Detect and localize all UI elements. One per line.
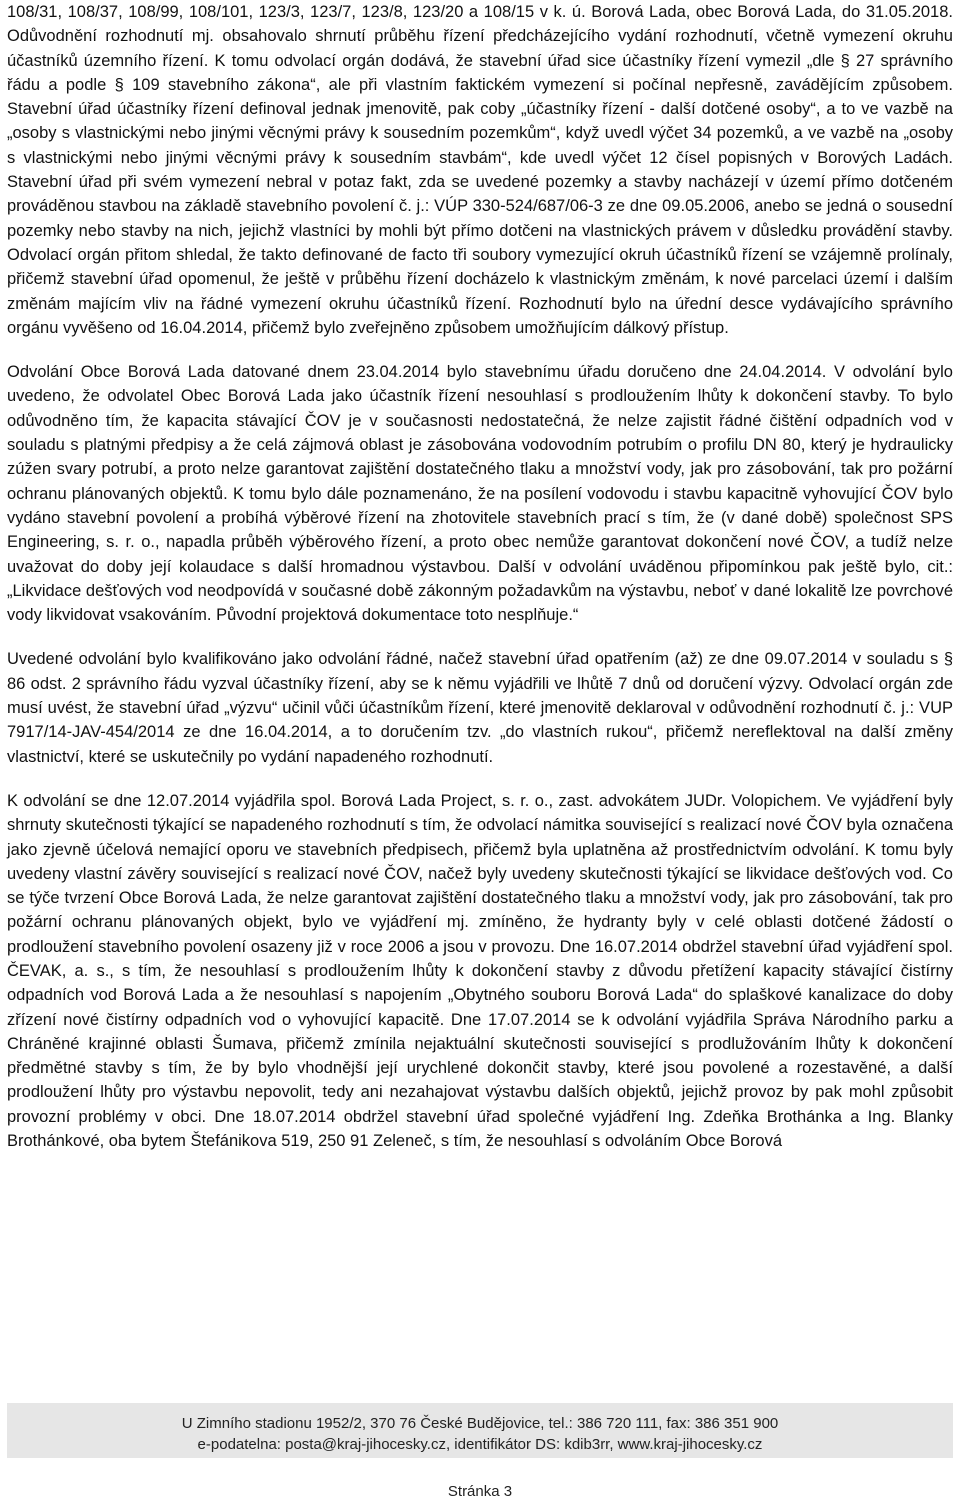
page-footer (7, 1403, 953, 1458)
paragraph-4: K odvolání se dne 12.07.2014 vyjádřila spol. Borová Lada Project, s. r. o., zast. advokátem JUDr. Volopichem. Ve vyjádření byly shrnuty skutečnosti týkající se napadeného rozhodnutí s tím, že odvolací námitka související s realizací nové ČOV byla označena jako zjevně účelová nemající oporu ve stavebních předpisech, přičemž byla uplatněna až prostřednictvím odvolání. K tomu byly uvedeny vlastní závěry související s realizací nové ČOV, načež byly uvedeny skutečnosti týkající se likvidace dešťových vod. Co se týče tvrzení Obce Borová Lada, že nelze garantovat zajištění dostatečného tlaku a množství vody, jak pro zásobování, tak pro požární ochranu plánovaných objekt, bylo ve vyjádření mj. zmíněno, že hydranty byly v celé oblasti dotčené žádostí o prodloužení stavebního povolení osazeny již v roce 2006 a jsou v provozu. Dne 16.07.2014 obdržel stavební úřad vyjádření spol. ČEVAK, a. s., s tím, že nesouhlasí s prodloužením lhůty k dokončení stavby z důvodu přetížení kapacity stávající čistírny odpadních vod Borová Lada a že nesouhlasí s napojením „Obytného souboru Borová Lada“ do splaškové kanalizace do doby zřízení nové čistírny odpadních vod o vyhovující kapacitě. Dne 17.07.2014 se k odvolání vyjádřila Správa Národního parku a Chráněné krajinné oblasti Šumava, přičemž zmínila nejaktuální skutečnosti související s prodlužováním lhůty k dokončení předmětné stavby s tím, že by bylo vhodnější její urychlené dokončit stavby, které jsou povolené a rozestavěné, a další prodloužení lhůty pro výstavbu nepovolit, tedy ani nezahajovat výstavbu dalších objektů, jejichž provoz by pak mohl způsobit provozní problémy v obci. Dne 18.07.2014 obdržel stavební úřad společné vyjádření Ing. Zdeňka Brothánka a Ing. Blanky Brothánkové, oba bytem Štefánikova 519, 250 91 Zeleneč, s tím, že nesouhlasí s odvoláním Obce Borová (7, 791, 953, 1151)
footer-address: U Zimního stadionu 1952/2, 370 76 České Budějovice, tel.: 386 720 111, fax: 386 351 900 (181, 1415, 779, 1432)
footer-contact: e-podatelna: posta@kraj-jihocesky.cz, identifikátor DS: kdib3rr, www.kraj-jihocesky.cz (197, 1436, 763, 1453)
paragraph-1: 108/31, 108/37, 108/99, 108/101, 123/3, 123/7, 123/8, 123/20 a 108/15 v k. ú. Borová Lada, obec Borová Lada, do 31.05.2018. Odůvodnění rozhodnutí mj. obsahovalo shrnutí průběhu řízení předcházejícího vydání rozhodnutí, včetně vymezení okruhu účastníků územního řízení. K tomu odvolací orgán dodává, že stavební úřad sice účastníky řízení vymezil „dle § 27 správního řádu a podle § 109 stavebního zákona“, ale při vlastním faktickém vymezení si počínal nepřesně, zavádějícím způsobem. Stavební úřad účastníky řízení definoval jednak jmenovitě, pak coby „účastníky řízení - další dotčené osoby“, a to ve vazbě na „osoby s vlastnickými nebo jinými věcnými právy k sousedním pozemkům“, když uvedl výčet 34 pozemků, a ve vazbě na „osoby s vlastnickými nebo jinými věcnými právy k sousedním stavbám“, kde uvedl výčet 12 čísel popisných v Borových Ladách. Stavební úřad při svém vymezení nebral v potaz fakt, zda se uvedené pozemky a stavby nacházejí v území přímo dotčeném prováděnou stavbou na základě stavebního povolení č. j.: VÚP 330-524/687/06-3 ze dne 09.05.2006, anebo se jedná o sousední pozemky nebo stavby na nich, jejichž vlastníci by mohli být přímo dotčeni na vlastnických právem v důsledku provádění stavby. Odvolací orgán přitom shledal, že takto definované de facto tři soubory vymezující okruh účastníků řízení se vzájemně prolínaly, přičemž stavební úřad opomenul, že ještě v průběhu řízení docházelo k vlastnickým změnám, k nové parcelaci území i dalším změnám majícím vliv na řádné vymezení okruhu účastníků řízení. Rozhodnutí bylo na úřední desce vydávajícího správního orgánu vyvěšeno od 16.04.2014, přičemž bylo zveřejněno způsobem umožňujícím dálkový přístup. (7, 3, 953, 337)
paragraph-3: Uvedené odvolání bylo kvalifikováno jako odvolání řádné, načež stavební úřad opatřením (až) ze dne 09.07.2014 v souladu s § 86 odst. 2 správního řádu vyzval účastníky řízení, aby se k němu vyjádřili ve lhůtě 7 dnů od doručení výzvy. Odvolací orgán zde musí uvést, že stavební úřad „výzvu“ učinil vůči účastníkům řízení, které jmenovitě deklaroval v odůvodnění rozhodnutí č. j.: VUP 7917/14-JAV-454/2014 ze dne 16.04.2014, a to doručením tzv. „do vlastních rukou“, přičemž nereflektoval na další změny vlastnictví, které se uskutečnily po vydání napadeného rozhodnutí. (7, 650, 953, 766)
page-number: Stránka 3 (447, 1483, 513, 1500)
paragraph-2: Odvolání Obce Borová Lada datované dnem 23.04.2014 bylo stavebnímu úřadu doručeno dne 24.04.2014. V odvolání bylo uvedeno, že odvolatel Obec Borová Lada jako účastník řízení nesouhlasí s prodloužením lhůty k dokončení stavby. To bylo odůvodněno tím, že kapacita stávající ČOV je v současnosti nedostatečná, že nelze zajistit řádné čištění odpadních vod v souladu s platnými předpisy a že celá zájmová oblast je zásobována vodovodním potrubím o profilu DN 80, který je hydraulicky zúžen svary potrubí, a proto nelze garantovat zajištění dostatečného tlaku a množství vody, jak pro zásobování, tak pro požární ochranu plánovaných objektů. K tomu bylo dále poznamenáno, že na posílení vodovodu i stavbu kapacitně vyhovující ČOV bylo vydáno stavební povolení a probíhá výběrové řízení na zhotovitele stavebních prací s tím, že (v dané době) společnost SPS Engineering, s. r. o., napadla průběh výběrového řízení, a proto obec nemůže garantovat dokončení nové ČOV, a tudíž nelze uvažovat do doby její kolaudace s další hromadnou výstavbou. Další v odvolání uváděnou připomínkou pak ještě bylo, cit.: „Likvidace dešťových vod neodpovídá v současné době zákonným požadavkům na výstavbu, neboť v dané lokalitě lze povrchové vody likvidovat vsakováním. Původní projektová dokumentace toto nesplňuje.“ (7, 363, 953, 625)
document-body (7, 0, 953, 1153)
